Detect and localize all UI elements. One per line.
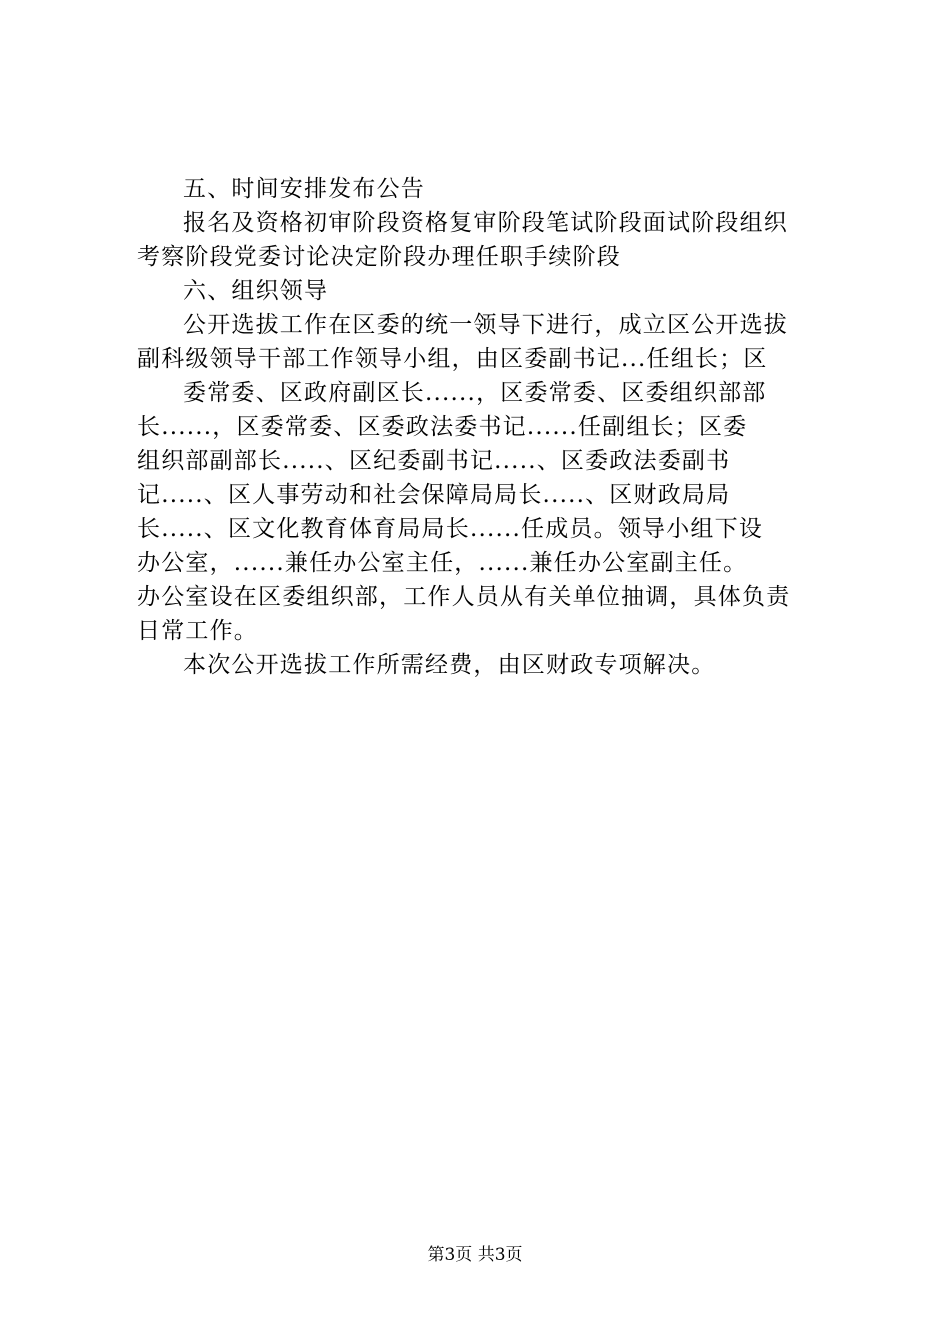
paragraph-line: 长.....、区文化教育体育局局长......任成员。领导小组下设 — [137, 516, 764, 542]
paragraph-line: 副科级领导干部工作领导小组，由区委副书记...任组长；区 — [137, 346, 768, 372]
paragraph-line: 办公室，......兼任办公室主任，......兼任办公室副主任。 — [137, 550, 748, 576]
paragraph-line: 委常委、区政府副区长......，区委常委、区委组织部部 — [183, 380, 767, 406]
paragraph-line: 报名及资格初审阶段资格复审阶段笔试阶段面试阶段组织 — [183, 210, 788, 236]
paragraph-line: 考察阶段党委讨论决定阶段办理任职手续阶段 — [137, 244, 621, 270]
section-heading-leadership: 六、组织领导 — [183, 278, 329, 304]
paragraph-line: 公开选拔工作在区委的统一领导下进行，成立区公开选拔 — [183, 312, 788, 338]
section-heading-schedule: 五、时间安排发布公告 — [183, 176, 425, 202]
document-body — [137, 172, 837, 682]
paragraph-line: 本次公开选拔工作所需经费，由区财政专项解决。 — [183, 652, 716, 678]
paragraph-line: 日常工作。 — [137, 618, 258, 644]
page-footer — [0, 1243, 950, 1267]
paragraph-line: 组织部副部长.....、区纪委副书记.....、区委政法委副书 — [137, 448, 731, 474]
page-number: 第3页 共3页 — [427, 1245, 523, 1265]
paragraph-line: 长......，区委常委、区委政法委书记......任副组长；区委 — [137, 414, 748, 440]
paragraph-line: 记.....、区人事劳动和社会保障局局长.....、区财政局局 — [137, 482, 731, 508]
paragraph-line: 办公室设在区委组织部，工作人员从有关单位抽调，具体负责 — [137, 584, 791, 610]
